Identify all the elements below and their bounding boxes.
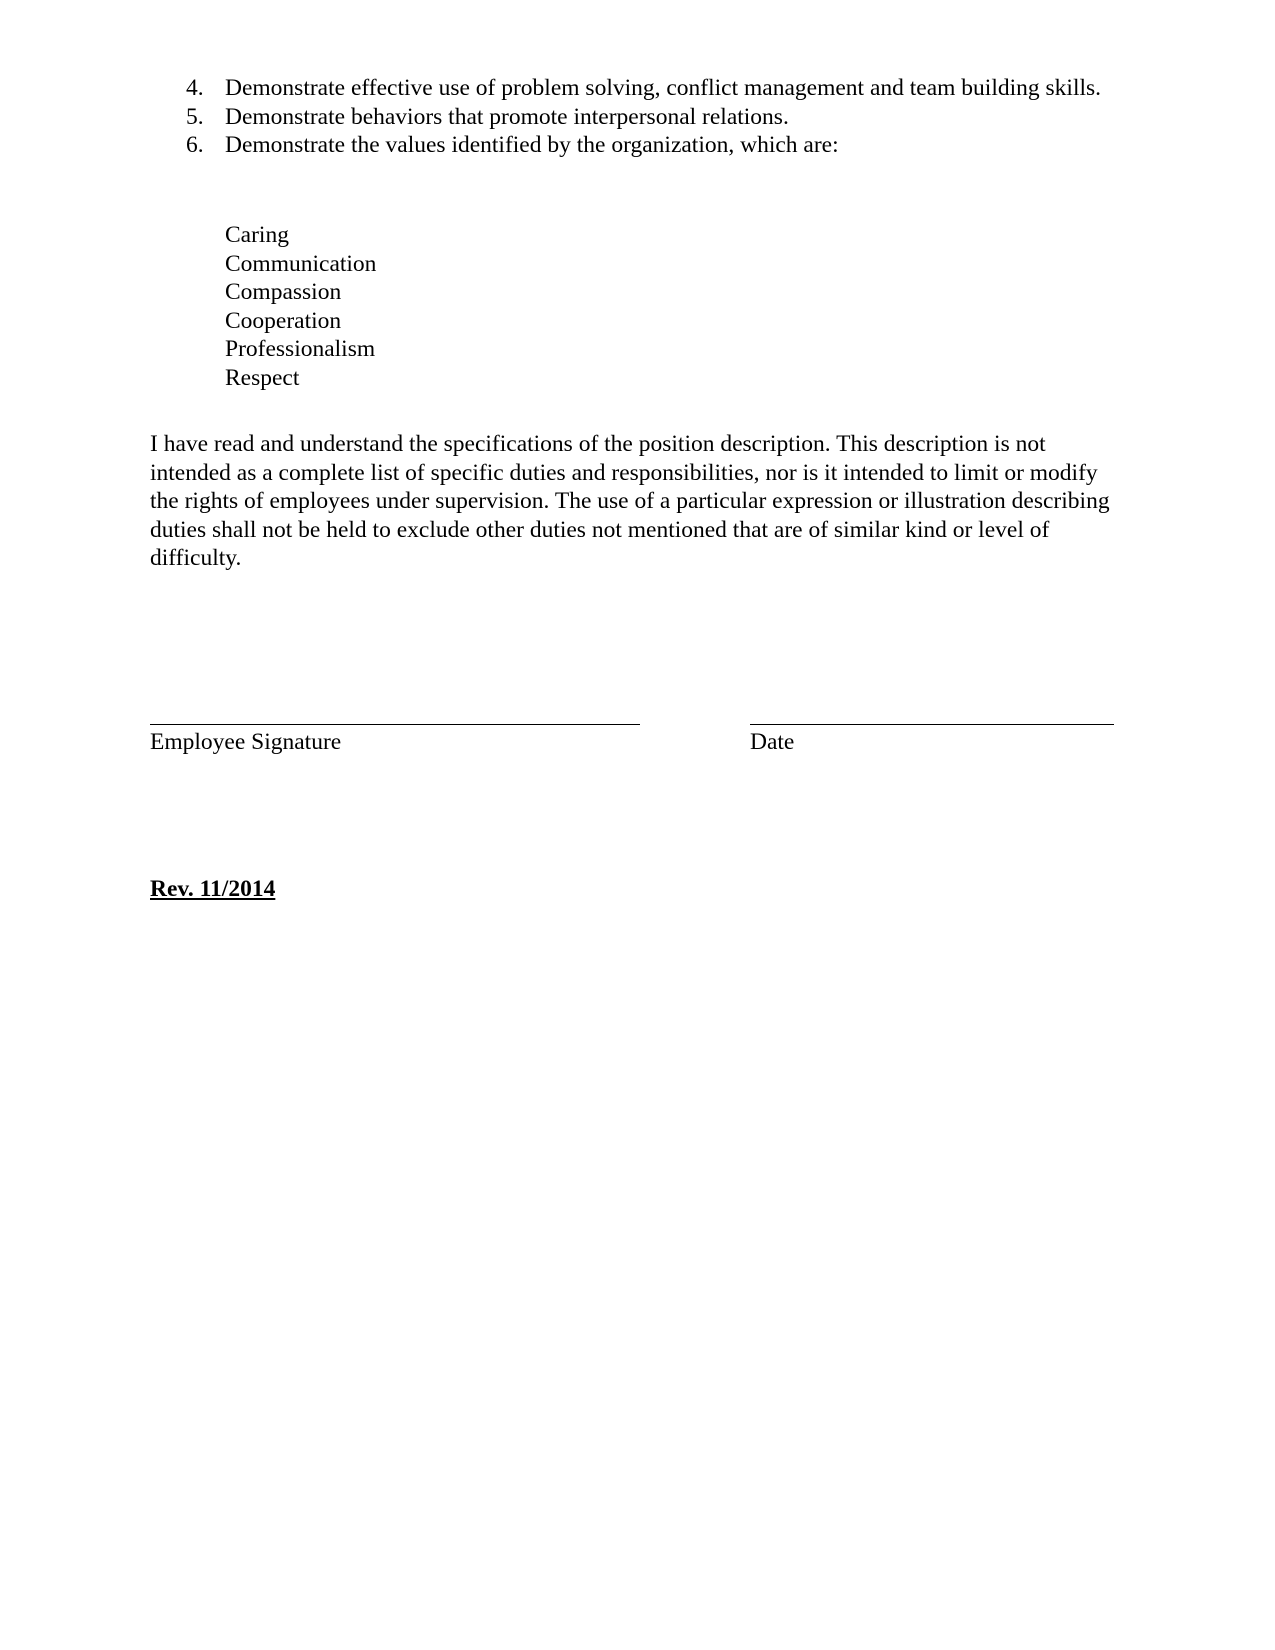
- date-signature-line[interactable]: [750, 724, 1114, 725]
- value-item-respect: Respect: [225, 364, 300, 391]
- list-item: [186, 103, 1106, 132]
- value-item-professionalism: Professionalism: [225, 336, 376, 362]
- value-item-cooperation: Cooperation: [225, 307, 342, 334]
- list-item-text: Demonstrate the values identified by the organization, which are:: [225, 132, 839, 158]
- value-item-communication: Communication: [225, 250, 377, 277]
- list-item-number: 4.: [186, 75, 204, 101]
- value-item-compassion: Compassion: [225, 279, 342, 305]
- list-item-text: Demonstrate effective use of problem solving, conflict management and team building skills.: [225, 75, 1102, 101]
- revision-note: Rev. 11/2014: [150, 876, 276, 902]
- list-item: [186, 74, 1106, 103]
- values-list: [225, 221, 376, 392]
- value-item-caring: Caring: [225, 222, 289, 248]
- numbered-list: [186, 74, 1106, 160]
- employee-signature-label: Employee Signature: [150, 729, 342, 755]
- acknowledgement-statement: I have read and understand the specifications of the position description. This description is not intended as a complete list of specific duties and responsibilities, nor is it intended to limit or modify the rights of employees under supervision. The use of a particular expression or illustration describing duties shall not be held to exclude other duties not mentioned that are of similar kind or level of difficulty.: [150, 431, 1110, 571]
- list-item: [186, 131, 1106, 160]
- employee-signature-line[interactable]: [150, 724, 640, 725]
- date-label: Date: [750, 729, 795, 755]
- list-item-number: 5.: [186, 103, 204, 130]
- list-item-number: 6.: [186, 132, 204, 158]
- list-item-text: Demonstrate behaviors that promote interpersonal relations.: [225, 103, 789, 130]
